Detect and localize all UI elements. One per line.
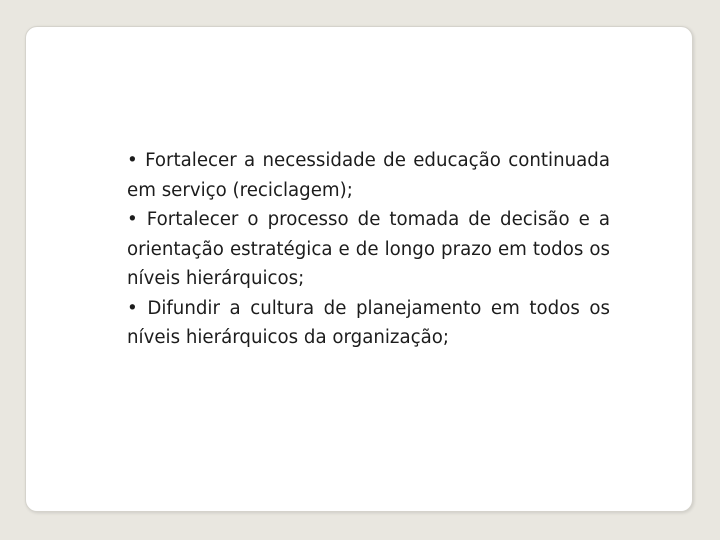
bullet-text: Fortalecer o processo de tomada de decisão e a orientação estratégica e de longo prazo em todos os níveis hierárquicos; xyxy=(127,209,610,289)
bullet-text: Difundir a cultura de planejamento em todos os níveis hierárquicos da organização; xyxy=(127,297,610,348)
bullet-item-1 xyxy=(127,146,610,205)
bullet-item-3 xyxy=(127,294,610,353)
bullet-item-2 xyxy=(127,205,610,294)
bullet-marker: • xyxy=(127,150,138,171)
bullet-marker: • xyxy=(127,209,138,230)
slide-content xyxy=(127,146,610,353)
bullet-text: Fortalecer a necessidade de educação continuada em serviço (reciclagem); xyxy=(127,150,610,201)
bullet-marker: • xyxy=(127,297,138,319)
